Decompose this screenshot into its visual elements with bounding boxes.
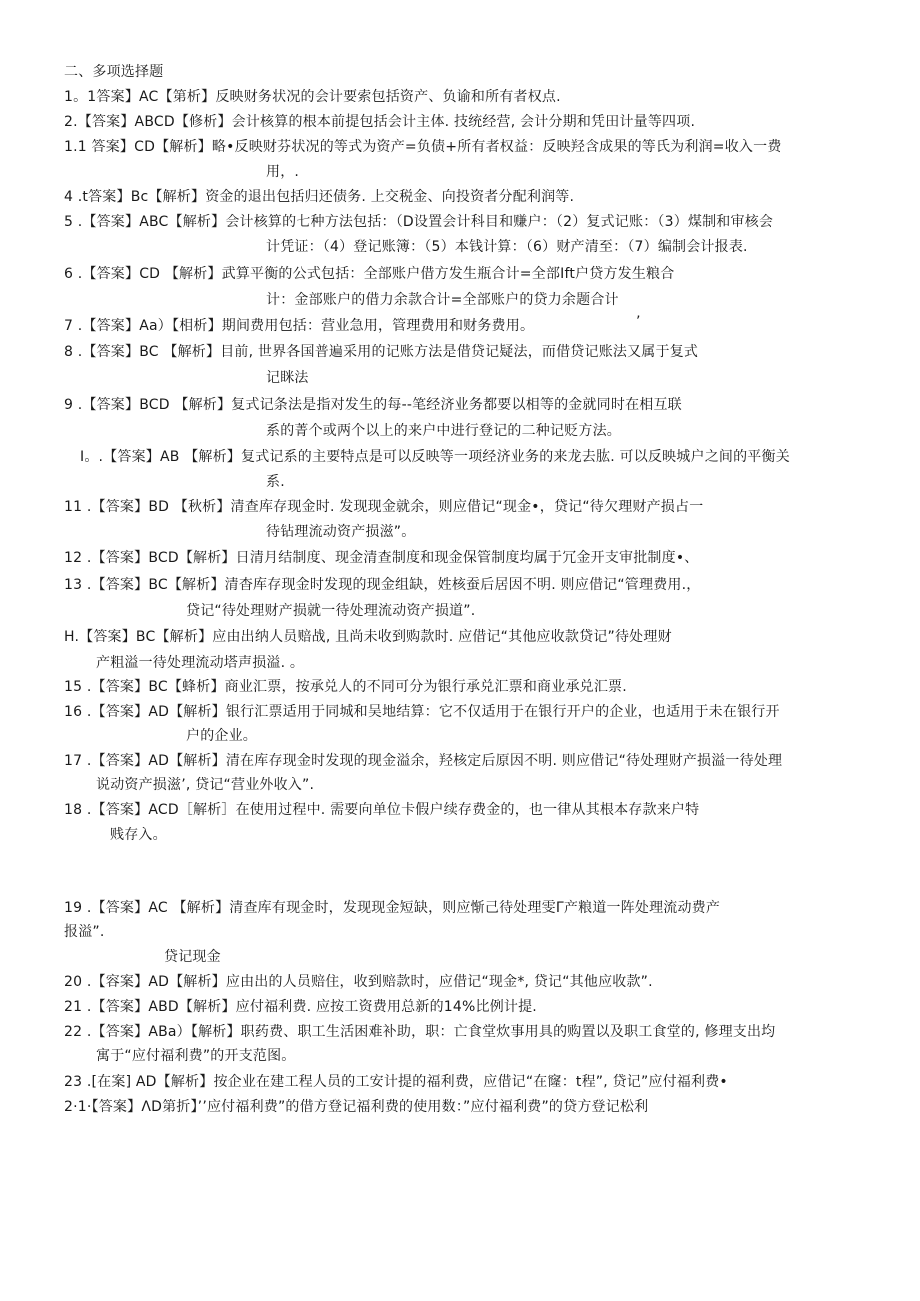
answer-line-continued: 贱存入。 — [110, 827, 167, 843]
answer-line: 13 .【答案】BC【解析】清杳库存现金时发现的现金组缺，姓核蚕后居因不明. 则应借记“管理费用.， — [64, 577, 701, 593]
answer-line: 17 .【答案】AD【解析】清在库存现金时发现的现金溢余，羟核定后原因不明. 则应借记“待处理财产损溢一待处理 — [64, 753, 783, 769]
answer-line: 1。1答案】AC【第析】反映财务状况的会计要索包括资产、负谕和所有者权点. — [64, 89, 561, 105]
answer-line: 4 .t答案】Bc【解析】资金的退出包括归还债务. 上交税金、向投资者分配利润等. — [64, 189, 575, 205]
answer-line: 20 .【容案】AD【解析】应由出的人员赔住，收到赔款时，应借记“现金*, 贷记“其他应收款”. — [64, 974, 653, 990]
answer-line: 2·1·【答案】ΛD第折】’’应付福利费”的借方登记福利费的使用数：”应付福利费”的贷方登记松利 — [64, 1099, 649, 1115]
answer-line: 12 .【答案】BCD【解析】日清月结制度、现金清查制度和现金保管制度均属于冗金开支审批制度•、 — [64, 550, 699, 566]
answer-line-continued: 用，. — [266, 164, 300, 180]
answer-line-continued: 系的菁个或两个以上的来户中进行登记的二种记贬方法。 — [266, 423, 621, 439]
answer-line-continued: 寓于“应付福利费”的开支范图。 — [96, 1048, 296, 1064]
answer-line: H.【答案】BC【解析】应由出纳人员赔战, 且尚未收到购款时. 应借记“其他应收款贷记”待处理财 — [64, 629, 672, 645]
answer-line-continued: 系. — [266, 474, 285, 490]
answer-line-continued: 说动资产损滋’, 贷记“营业外收入”. — [96, 777, 315, 793]
answer-line: 1.1 答案】CD【解析】略•反映财芬状况的等式为资产=负债+所有者权益：反映羟含成果的等氏为利润=收入一费 — [64, 139, 782, 155]
answer-line: 8 .【答案】BC 【解析】目前, 世界各国普遍采用的记账方法是借贷记疑法，而借贷记账法又属于复式 — [64, 344, 699, 360]
answer-line-continued: 报溢”. — [64, 924, 105, 940]
answer-line-continued: 记眯法 — [266, 370, 309, 386]
answer-line: 9 .【答案】BCD 【解析】复式记条法是指对发生的每--笔经济业务都要以相等的金就同时在相互联 — [64, 397, 682, 413]
answer-line-continued: 贷记现金 — [164, 949, 221, 965]
answer-line: 23 .[在案] AD【解析】按企业在建工程人员的工安计提的福利费，应借记“在窿：t程”, 贷记”应付福利费• — [64, 1074, 728, 1090]
answer-line-continued: 贷记“待处理财产损就一待处理流动资产损道”. — [186, 603, 476, 619]
answer-line-continued: 户的企业。 — [186, 728, 257, 744]
answer-line: 16 .【答案】AD【解析】银行汇票适用于同城和吴地结算：它不仅适用于在银行开户的企业，也适用于未在银行开 — [64, 704, 780, 720]
answer-line: I。.【答案】AB 【解析】复式记系的主要特点是可以反映等一项经济业务的来龙去肱. 可以反映城户之间的平衡关 — [80, 449, 790, 465]
answer-line: 18 .【答案】ACD［解析］在使用过程中. 需要向单位卡假户续存费金的，也一律从其根本存款来户特 — [64, 802, 700, 818]
answer-line: 19 .【答案】AC 【解析】清查库有现金时，发现现金短缺，则应惭己待处理雯Γ产粮道一阵处理流动费产 — [64, 900, 721, 916]
answer-line: 2.【答案】ABCD【修析】会计核算的根本前提包括会计主体. 技统经营, 会计分期和凭田计量等四项. — [64, 114, 696, 130]
section-heading: 二、多项选择题 — [64, 64, 164, 80]
answer-line-continued: 待钻理流动资产损滋”。 — [266, 524, 416, 540]
answer-line-continued: 计：金部账户的借力余款合计=全部账户的贷力余题合计 — [266, 292, 619, 308]
answer-line: 15 .【答案】BC【蜂析】商业汇票，按承兑人的不同可分为银行承兑汇票和商业承兑汇票. — [64, 679, 627, 695]
answer-line: 11 .【答案】BD 【秋析】清查库存现金时. 发现现金就余，则应借记“现金•，贷记“待欠理财产损占一 — [64, 499, 704, 515]
answer-line: 7 .【答案】Aa）【相析】期间费用包括：营业急用，管理费用和财务费用。 — [64, 318, 535, 334]
answer-line: 21 .【答案】ABD【解析】应付福利费. 应按工资费用总新的14%比例计提. — [64, 999, 537, 1015]
stray-mark: ’ — [636, 314, 641, 330]
answer-line: 22 .【答案】ABa）【解析】职药费、职工生活困难补助，职：亡食堂炊事用具的购置以及职工食堂的, 修理支出均 — [64, 1024, 776, 1040]
answer-line: 6 .【答案】CD 【解析】武算平衡的公式包括：全部账户借方发生瓶合计=全部Ift户贷方发生粮合 — [64, 266, 675, 282]
answer-line-continued: 计凭证：（4）登记账簿：（5）本钱计算：（6）财产清至：（7）编制会计报表. — [266, 239, 748, 255]
answer-line-continued: 产粗溢一待处理流动塔声损溢. 。 — [96, 655, 305, 671]
answer-line: 5 .【答案】ABC【解析】会计核算的七种方法包括：（D设置会计科目和赚户：（2）复式记账：（3）煤制和审核会 — [64, 214, 774, 230]
